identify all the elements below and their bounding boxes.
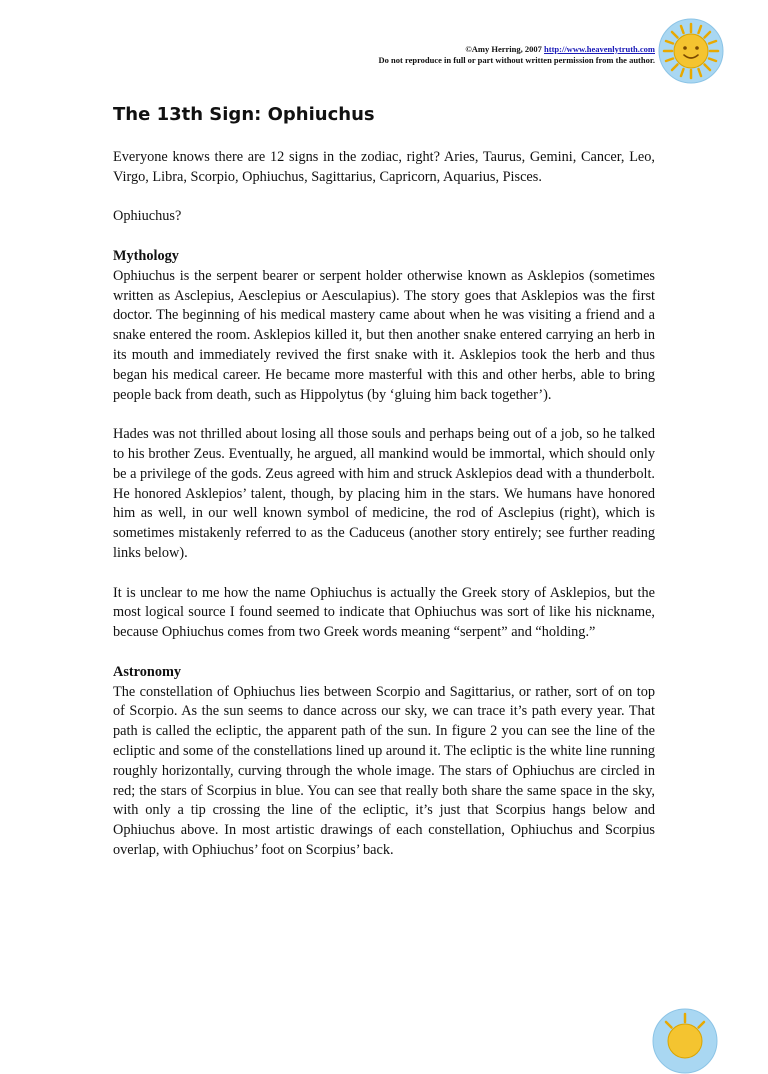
- article-body: [113, 148, 655, 880]
- astronomy-paragraph-1: The constellation of Ophiuchus lies between Scorpio and Sagittarius, or rather, sort of on top of Scorpio. As the sun seems to dance across our sky, we can trace it’s path every year. That path is called the ecliptic, the apparent path of the sun. In figure 2 you can see the line of the ecliptic and some of the constellations lined up around it. The ecliptic is the white line running roughly horizontally, curving through the whole image. The stars of Ophiuchus are circled in red; the stars of Scorpius in blue. You can see that really both share the same space in the sky, with only a tip crossing the line of the ecliptic, it’s just that Scorpius hangs below and Ophiuchus above. In most artistic drawings of each constellation, Ophiuchus and Scorpius overlap, with Ophiuchus’ foot on Scorpius’ back.: [113, 683, 655, 858]
- copyright-line: [379, 44, 656, 55]
- copyright-text: ©Amy Herring, 2007: [465, 44, 542, 54]
- mythology-heading: Mythology: [113, 247, 179, 264]
- astronomy-heading: Astronomy: [113, 663, 182, 680]
- mythology-paragraph-2: Hades was not thrilled about losing all those souls and perhaps being out of a job, so he talked to his brother Zeus. Eventually, he argued, all mankind would be immortal, which should only be a privilege of the gods. Zeus agreed with him and struck Asklepios dead with a thunderbolt. He honored Asklepios’ talent, though, by placing him in the stars. We humans have honored him as well, in our well known symbol of medicine, the rod of Asclepius (right), which is sometimes mistakenly referred to as the Caduceus (another story entirely; see further reading links below).: [113, 426, 655, 561]
- website-link[interactable]: http://www.heavenlytruth.com: [544, 44, 655, 54]
- intro-paragraph: Everyone knows there are 12 signs in the zodiac, right? Aries, Taurus, Gemini, Cancer, Leo, Virgo, Libra, Scorpio, Ophiuchus, Sagittarius, Capricorn, Aquarius, Pisces.: [113, 149, 655, 185]
- page-title: The 13th Sign: Ophiuchus: [113, 104, 375, 125]
- mythology-paragraph-3: It is unclear to me how the name Ophiuchus is actually the Greek story of Asklepios, but the most logical source I found seemed to indicate that Ophiuchus was sort of like his nickname, because Ophiuchus comes from two Greek words meaning “serpent” and “holding.”: [113, 584, 655, 641]
- reproduction-notice: Do not reproduce in full or part without written permission from the author.: [378, 55, 655, 65]
- sun-face-icon: [658, 18, 724, 84]
- mythology-paragraph-1: Ophiuchus is the serpent bearer or serpent holder otherwise known as Asklepios (sometimes written as Asclepius, Aesclepius or Aesculapius). The story goes that Asklepios was the first doctor. The beginning of his medical mastery came about when he was visiting a friend and a snake entered the room. Asklepios killed it, but then another snake entered carrying an herb in its mouth and immediately revived the first snake with it. Asklepios took the herb and thus began his medical career. He became more masterful with this and other herbs, able to bring people back from death, such as Hippolytus (by ‘gluing him back together’).: [113, 267, 655, 403]
- question-paragraph: Ophiuchus?: [113, 208, 182, 225]
- sun-face-icon-bottom: [652, 1008, 718, 1074]
- page-header: [379, 44, 656, 66]
